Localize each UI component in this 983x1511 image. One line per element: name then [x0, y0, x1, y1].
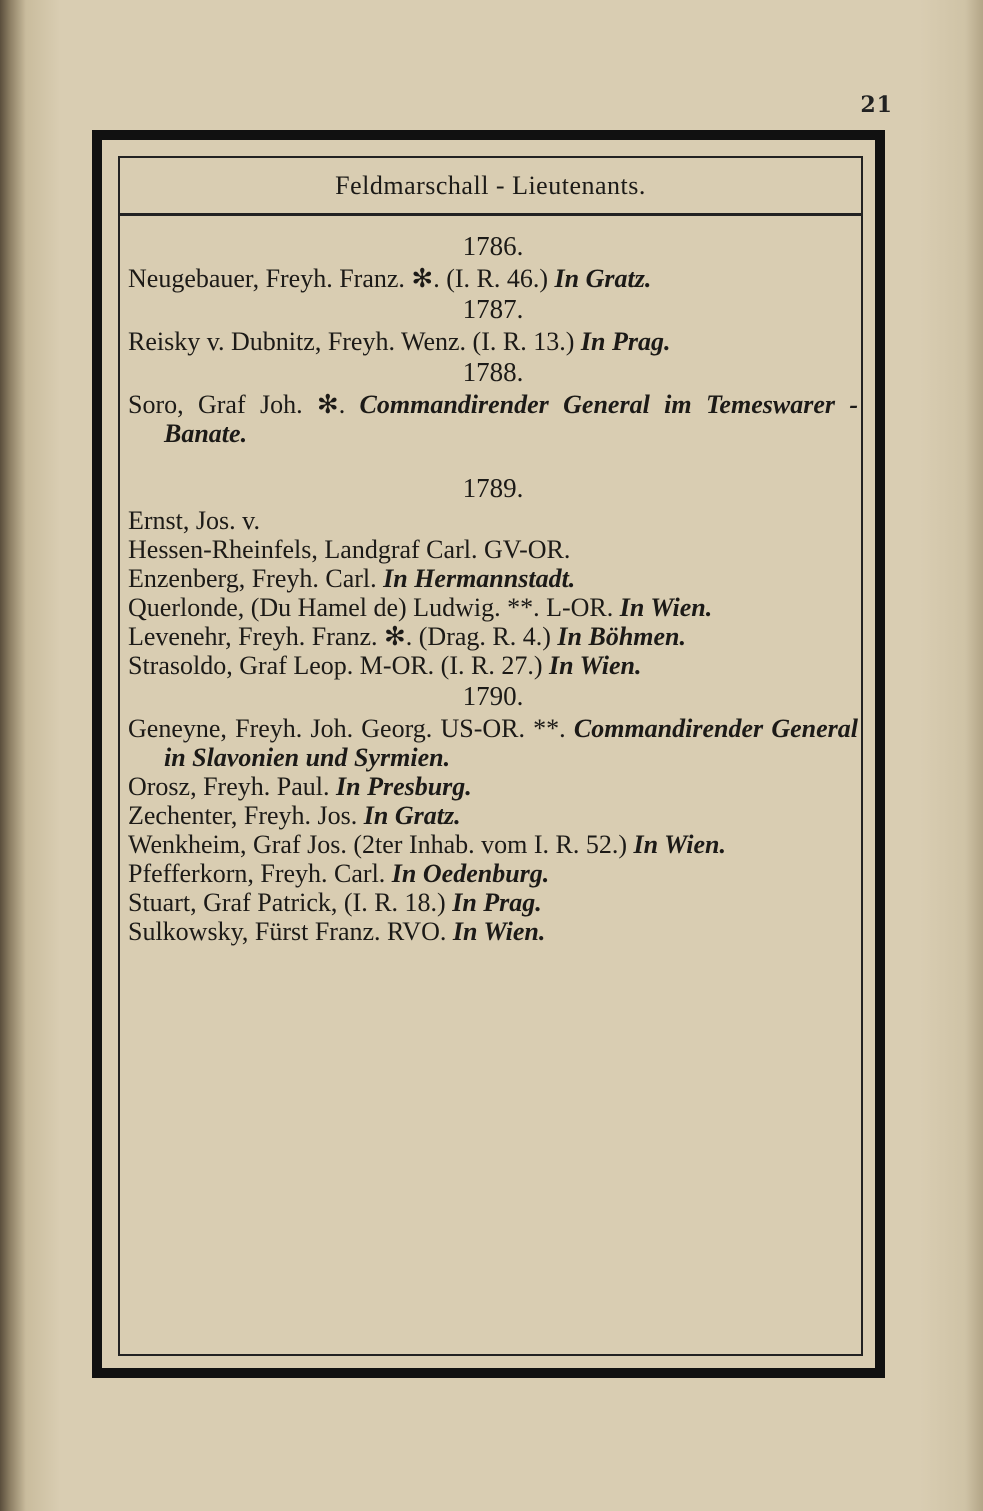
page-number: 21 [860, 92, 893, 118]
entry-location: In Prag. [452, 888, 542, 917]
list-item [128, 888, 858, 917]
entry-details: , Freyh. Franz. ✻. (I. R. 46.) [252, 264, 555, 293]
section-header: Feldmarschall - Lieutenants. [120, 158, 861, 216]
entry-location: In Gratz. [554, 264, 652, 293]
year-heading: 1790. [462, 681, 524, 711]
entry-details: , (Du Hamel de) Ludwig. **. L-OR. [237, 593, 620, 622]
page-frame [92, 130, 885, 1378]
entry-location: In Böhmen. [557, 622, 687, 651]
entry-location: In Gratz. [363, 801, 461, 830]
entry-name: Enzenberg [128, 564, 239, 593]
entry-details: , Freyh. Franz. ✻. (Drag. R. 4.) [225, 622, 558, 651]
entry-name: Querlonde [128, 593, 238, 622]
list-item [128, 327, 858, 356]
entry-name: Sulkowsky [128, 917, 242, 946]
entry-name: Ernst [128, 506, 183, 535]
year-heading: 1789. [462, 473, 524, 503]
entry-location: Commandirender General im Temeswarer - Banate. [164, 390, 858, 448]
entry-details: , Freyh. Paul. [190, 772, 336, 801]
entry-name: Pfefferkorn [128, 859, 248, 888]
entry-name: Zechenter [128, 801, 231, 830]
entry-name: Reisky v. Dubnitz [128, 327, 315, 356]
entry-details: , Jos. v. [182, 506, 260, 535]
list-item [128, 622, 858, 651]
list-item [128, 651, 858, 680]
list-item [128, 390, 858, 448]
entry-details: , Freyh. Carl. [247, 859, 392, 888]
entry-location: In Wien. [452, 917, 546, 946]
entries-list [128, 230, 858, 946]
year-heading: 1788. [462, 357, 524, 387]
list-item [128, 506, 858, 535]
entry-location: In Prag. [580, 327, 671, 356]
entry-location: In Oedenburg. [391, 859, 550, 888]
list-item [128, 859, 858, 888]
entry-details: , Freyh. Joh. Georg. US-OR. **. [220, 714, 574, 743]
entry-location: Commandirender General in Slavonien und Syrmien. [164, 714, 858, 772]
entry-name: Levenehr [128, 622, 226, 651]
list-item [128, 264, 858, 293]
entry-details: , Freyh. Wenz. (I. R. 13.) [314, 327, 581, 356]
entry-details: , Graf Patrick, (I. R. 18.) [190, 888, 453, 917]
inner-frame [118, 156, 863, 1356]
entry-details: , Freyh. Carl. [238, 564, 384, 593]
entry-details: , Graf Joh. ✻. [177, 390, 360, 419]
entry-name: Stuart [128, 888, 191, 917]
entry-location: In Wien. [619, 593, 713, 622]
entry-location: In Wien. [549, 651, 642, 680]
entry-details: , Landgraf Carl. GV-OR. [311, 535, 571, 564]
entry-location: In Wien. [633, 830, 727, 859]
entry-name: Neugebauer [128, 264, 253, 293]
list-item [128, 593, 858, 622]
entry-name: Orosz [128, 772, 191, 801]
year-heading: 1786. [462, 231, 524, 261]
entry-name: Soro [128, 390, 178, 419]
entry-details: , Fürst Franz. RVO. [241, 917, 453, 946]
year-heading: 1787. [462, 294, 524, 324]
entry-name: Hessen-Rheinfels [128, 535, 312, 564]
list-item [128, 830, 858, 859]
entry-name: Geneyne [128, 714, 221, 743]
list-item [128, 564, 858, 593]
entry-location: In Hermannstadt. [383, 564, 576, 593]
entry-name: Strasoldo [128, 651, 227, 680]
entry-details: , Freyh. Jos. [230, 801, 364, 830]
list-item [128, 917, 858, 946]
list-item [128, 772, 858, 801]
list-item [128, 714, 858, 772]
entry-details: , Graf Jos. (2ter Inhab. vom I. R. 52.) [240, 830, 634, 859]
list-item [128, 801, 858, 830]
entry-location: In Presburg. [335, 772, 472, 801]
entry-details: , Graf Leop. M-OR. (I. R. 27.) [226, 651, 549, 680]
list-item [128, 535, 858, 564]
entry-name: Wenkheim [128, 830, 240, 859]
